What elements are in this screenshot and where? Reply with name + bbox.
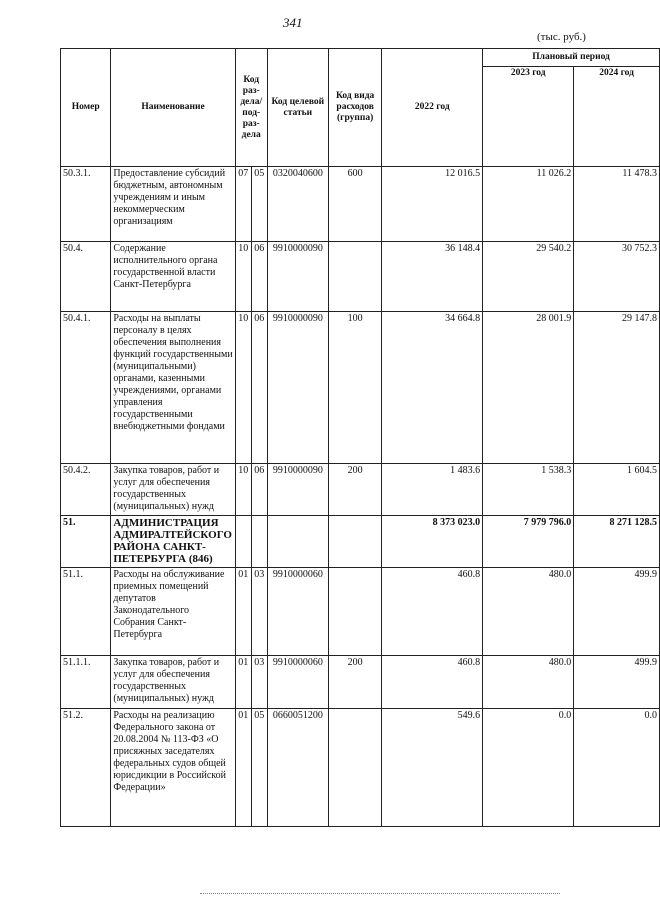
row-name: Закупка товаров, работ и услуг для обеспечения государственных (муниципальных) нужд xyxy=(111,464,235,516)
header-2022: 2022 год xyxy=(382,49,483,167)
row-target: 9910000090 xyxy=(267,464,328,516)
table-row xyxy=(61,312,660,464)
row-2024: 0.0 xyxy=(574,709,660,827)
header-section: Код раз-дела/ под-раз-дела xyxy=(235,49,267,167)
row-2024: 11 478.3 xyxy=(574,167,660,242)
row-expense-type: 100 xyxy=(328,312,382,464)
row-target: 9910000090 xyxy=(267,242,328,312)
header-planned-period: Плановый период xyxy=(483,49,660,67)
header-target: Код целевой статьи xyxy=(267,49,328,167)
row-subsection: 05 xyxy=(251,709,267,827)
row-subsection: 03 xyxy=(251,568,267,656)
row-target: 9910000090 xyxy=(267,312,328,464)
table-row xyxy=(61,242,660,312)
row-2023: 28 001.9 xyxy=(483,312,574,464)
row-name: Закупка товаров, работ и услуг для обеспечения государственных (муниципальных) нужд xyxy=(111,656,235,709)
row-section: 10 xyxy=(235,464,251,516)
scan-artifact-line xyxy=(200,893,560,898)
row-2024: 29 147.8 xyxy=(574,312,660,464)
row-2022: 460.8 xyxy=(382,568,483,656)
row-2023: 1 538.3 xyxy=(483,464,574,516)
row-2023: 29 540.2 xyxy=(483,242,574,312)
row-section xyxy=(235,516,251,568)
row-expense-type: 600 xyxy=(328,167,382,242)
row-target: 9910000060 xyxy=(267,656,328,709)
row-name: Содержание исполнительного органа государственной власти Санкт-Петербурга xyxy=(111,242,235,312)
row-2022: 36 148.4 xyxy=(382,242,483,312)
row-2022: 12 016.5 xyxy=(382,167,483,242)
row-2023: 480.0 xyxy=(483,568,574,656)
table-row xyxy=(61,709,660,827)
row-subsection: 06 xyxy=(251,312,267,464)
row-expense-type xyxy=(328,568,382,656)
row-name: Расходы на выплаты персоналу в целях обеспечения выполнения функций государственными (муниципальными) органами, казенными учреждениями, органами управления государственными внебюджетными фондами xyxy=(111,312,235,464)
row-expense-type xyxy=(328,709,382,827)
row-number: 50.3.1. xyxy=(61,167,111,242)
row-2023: 0.0 xyxy=(483,709,574,827)
table-row xyxy=(61,516,660,568)
row-number: 50.4.2. xyxy=(61,464,111,516)
row-2022: 34 664.8 xyxy=(382,312,483,464)
row-2024: 1 604.5 xyxy=(574,464,660,516)
table-row xyxy=(61,464,660,516)
row-2022: 8 373 023.0 xyxy=(382,516,483,568)
row-number: 51.2. xyxy=(61,709,111,827)
row-section: 01 xyxy=(235,709,251,827)
row-section: 01 xyxy=(235,656,251,709)
row-section: 10 xyxy=(235,242,251,312)
row-section: 10 xyxy=(235,312,251,464)
row-number: 50.4. xyxy=(61,242,111,312)
budget-table xyxy=(60,48,660,827)
row-subsection: 03 xyxy=(251,656,267,709)
row-expense-type xyxy=(328,242,382,312)
row-2022: 1 483.6 xyxy=(382,464,483,516)
row-target: 0320040600 xyxy=(267,167,328,242)
row-2024: 30 752.3 xyxy=(574,242,660,312)
row-subsection: 05 xyxy=(251,167,267,242)
row-number: 50.4.1. xyxy=(61,312,111,464)
row-name: Расходы на обслуживание приемных помещений депутатов Законодательного Собрания Санкт-Петербурга xyxy=(111,568,235,656)
row-name: Предоставление субсидий бюджетным, автономным учреждениям и иным некоммерческим организациям xyxy=(111,167,235,242)
table-row xyxy=(61,656,660,709)
row-2023: 7 979 796.0 xyxy=(483,516,574,568)
row-2023: 480.0 xyxy=(483,656,574,709)
table-row xyxy=(61,167,660,242)
row-name: Расходы на реализацию Федерального закона от 20.08.2004 № 113-ФЗ «О присяжных заседателях федеральных судов общей юрисдикции в Российской Федерации» xyxy=(111,709,235,827)
row-2024: 8 271 128.5 xyxy=(574,516,660,568)
row-name: АДМИНИСТРАЦИЯ АДМИРАЛТЕЙСКОГО РАЙОНА САНКТ-ПЕТЕРБУРГА (846) xyxy=(111,516,235,568)
row-subsection: 06 xyxy=(251,464,267,516)
row-2022: 460.8 xyxy=(382,656,483,709)
row-expense-type: 200 xyxy=(328,656,382,709)
header-name: Наименование xyxy=(111,49,235,167)
row-target: 9910000060 xyxy=(267,568,328,656)
row-number: 51. xyxy=(61,516,111,568)
row-number: 51.1.1. xyxy=(61,656,111,709)
row-2024: 499.9 xyxy=(574,568,660,656)
header-2023: 2023 год xyxy=(483,67,574,167)
row-subsection: 06 xyxy=(251,242,267,312)
page-number: 341 xyxy=(283,15,303,30)
header-number: Номер xyxy=(61,49,111,167)
row-expense-type xyxy=(328,516,382,568)
table-row xyxy=(61,568,660,656)
row-2022: 549.6 xyxy=(382,709,483,827)
row-section: 07 xyxy=(235,167,251,242)
row-2023: 11 026.2 xyxy=(483,167,574,242)
unit-label: (тыс. руб.) xyxy=(537,31,586,43)
row-target: 0660051200 xyxy=(267,709,328,827)
row-2024: 499.9 xyxy=(574,656,660,709)
header-expense-type: Код вида расходов (группа) xyxy=(328,49,382,167)
header-2024: 2024 год xyxy=(574,67,660,167)
row-section: 01 xyxy=(235,568,251,656)
row-number: 51.1. xyxy=(61,568,111,656)
row-subsection xyxy=(251,516,267,568)
row-expense-type: 200 xyxy=(328,464,382,516)
row-target xyxy=(267,516,328,568)
